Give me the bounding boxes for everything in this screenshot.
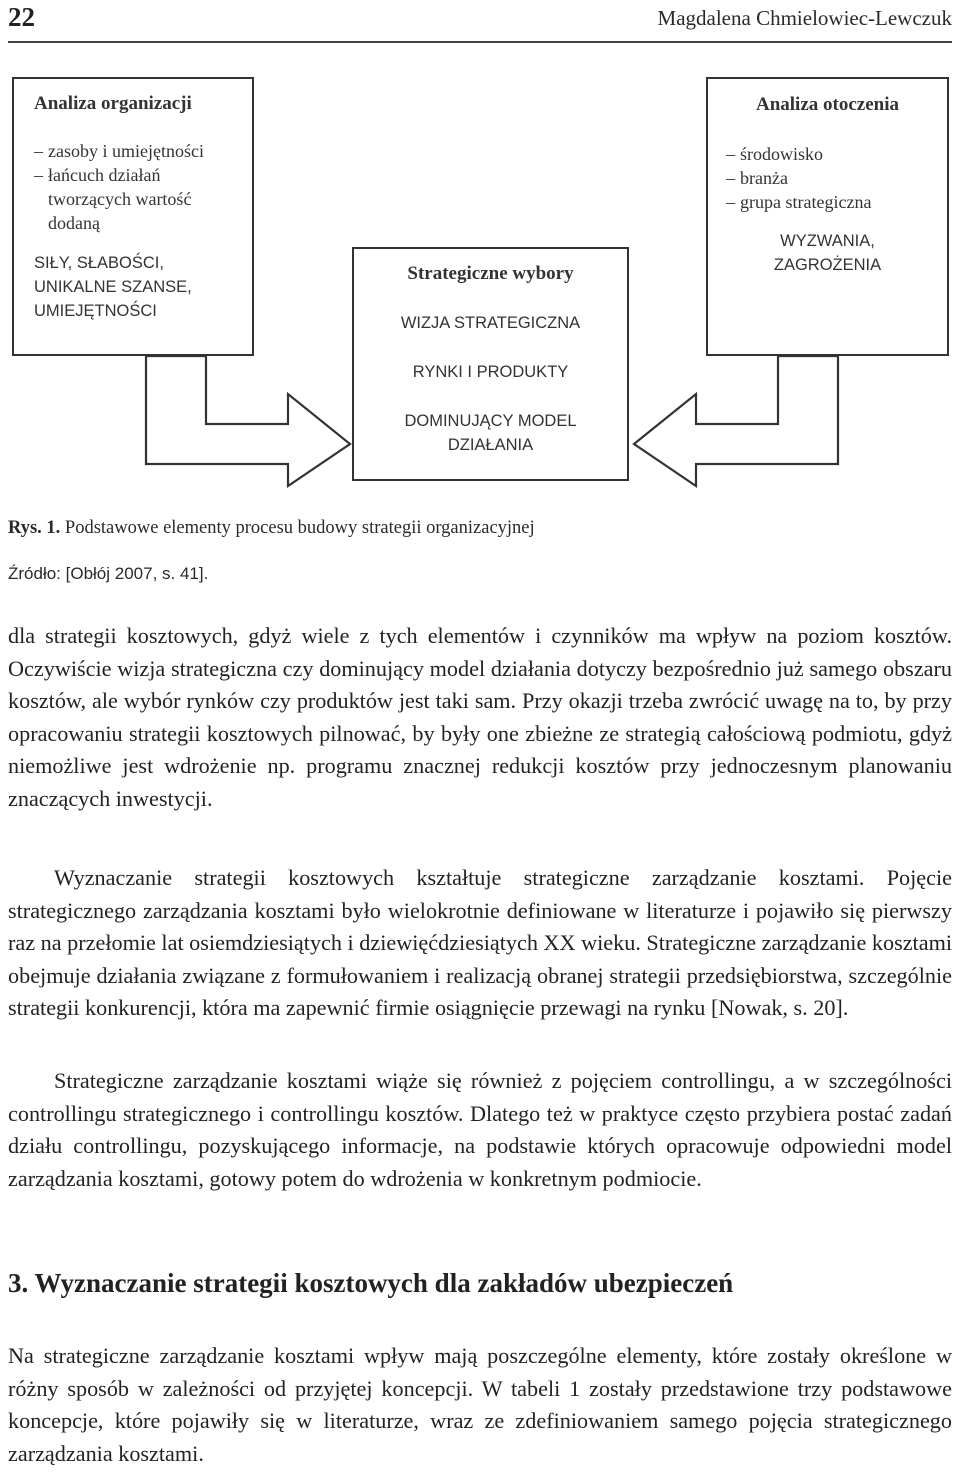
body-paragraph: Na strategiczne zarządzanie kosztami wpływ mają poszczególne elementy, które zostały określone w różny sposób w zależności od przyjętej koncepcji. W tabeli 1 zostały przedstawione trzy podstawowe koncepcje, które pojawiły się w literaturze, wraz ze zdefiniowaniem samego pojęcia strategicznego zarządzania kosztami. xyxy=(8,1343,952,1466)
section-heading: 3. Wyznaczanie strategii kosztowych dla zakładów ubezpieczeń xyxy=(8,1268,734,1298)
body-paragraph: dla strategii kosztowych, gdyż wiele z tych elementów i czynników ma wpływ na poziom kosztów. Oczywiście wizja strategiczna czy dominujący model działania dotyczy bezpośrednio już samego obszaru kosztów, ale wybór rynków czy produktów jest taki sam. Przy okazji trzeba zwrócić uwagę na to, by przy opracowaniu strategii kosztowych pilnować, by były one zbieżne ze strategią całościową podmiotu, gdyż niemożliwe jest wdrożenie np. programu znacznej redukcji kosztów przy jednoczesnym planowaniu znaczących inwestycji. xyxy=(8,623,952,811)
figure-caption xyxy=(8,516,535,540)
environment-analysis-title: Analiza otoczenia xyxy=(755,94,899,115)
header-rule xyxy=(8,41,952,43)
list-item: – zasoby i umiejętności xyxy=(34,141,204,161)
arrow-left-to-center-icon xyxy=(138,354,358,488)
figure-source: Źródło: [Obłój 2007, s. 41]. xyxy=(8,564,209,583)
body-paragraph: Wyznaczanie strategii kosztowych kształtuje strategiczne zarządzanie kosztami. Pojęcie strategicznego zarządzania kosztami było wielokrotnie definiowane w literaturze i pojawiło się pierwszy raz na przełomie lat osiemdziesiątych i dziewięćdziesiątych XX wieku. Strategiczne zarządzanie kosztami obejmuje działania związane z formułowaniem i realizacją obranej strategii przedsiębiorstwa, szczególnie strategii konkurencji, która ma zapewnić firmie osiągnięcie przewagi na rynku [Nowak, s. 20]. xyxy=(8,865,952,1020)
running-header-author: Magdalena Chmielowiec-Lewczuk xyxy=(657,6,952,30)
list-item: – grupa strategiczna xyxy=(726,192,872,212)
figure-label: Rys. 1. xyxy=(8,518,61,538)
environment-analysis-box xyxy=(706,77,949,356)
organization-analysis-summary: SIŁY, SŁABOŚCI, UNIKALNE SZANSE, UMIEJĘTNOŚCI xyxy=(34,254,192,320)
organization-analysis-box xyxy=(12,77,254,356)
organization-analysis-title: Analiza organizacji xyxy=(34,93,192,114)
list-item: – środowisko xyxy=(726,144,824,164)
organization-analysis-list xyxy=(34,139,252,235)
figure-caption-text: Podstawowe elementy procesu budowy strategii organizacyjnej xyxy=(64,518,535,538)
environment-analysis-list xyxy=(726,142,947,214)
body-paragraph: Strategiczne zarządzanie kosztami wiąże się również z pojęciem controllingu, a w szczególności controllingu strategicznego i controllingu kosztów. Dlatego też w praktyce często przybiera postać zadań działu controllingu, pozyskującego informacje, na podstawie których opracowuje odpowiedni model zarządzania kosztami, gotowy potem do wdrożenia w konkretnym podmiocie. xyxy=(8,1068,952,1191)
environment-analysis-summary: WYZWANIA, ZAGROŻENIA xyxy=(773,232,882,274)
list-item: – branża xyxy=(726,168,788,188)
markets-products-label: RYNKI I PRODUKTY xyxy=(412,363,569,381)
strategic-vision-label: WIZJA STRATEGICZNA xyxy=(400,314,581,332)
list-item: – łańcuch działań xyxy=(34,165,161,185)
arrow-right-to-center-icon xyxy=(626,354,846,488)
dominant-model-label: DOMINUJĄCY MODEL DZIAŁANIA xyxy=(404,412,577,454)
list-item-continuation: dodaną xyxy=(48,213,100,233)
strategic-choices-box xyxy=(352,247,629,481)
list-item-continuation: tworzących wartość xyxy=(48,189,192,209)
strategic-choices-title: Strategiczne wybory xyxy=(407,263,574,284)
page-number: 22 xyxy=(8,2,35,32)
